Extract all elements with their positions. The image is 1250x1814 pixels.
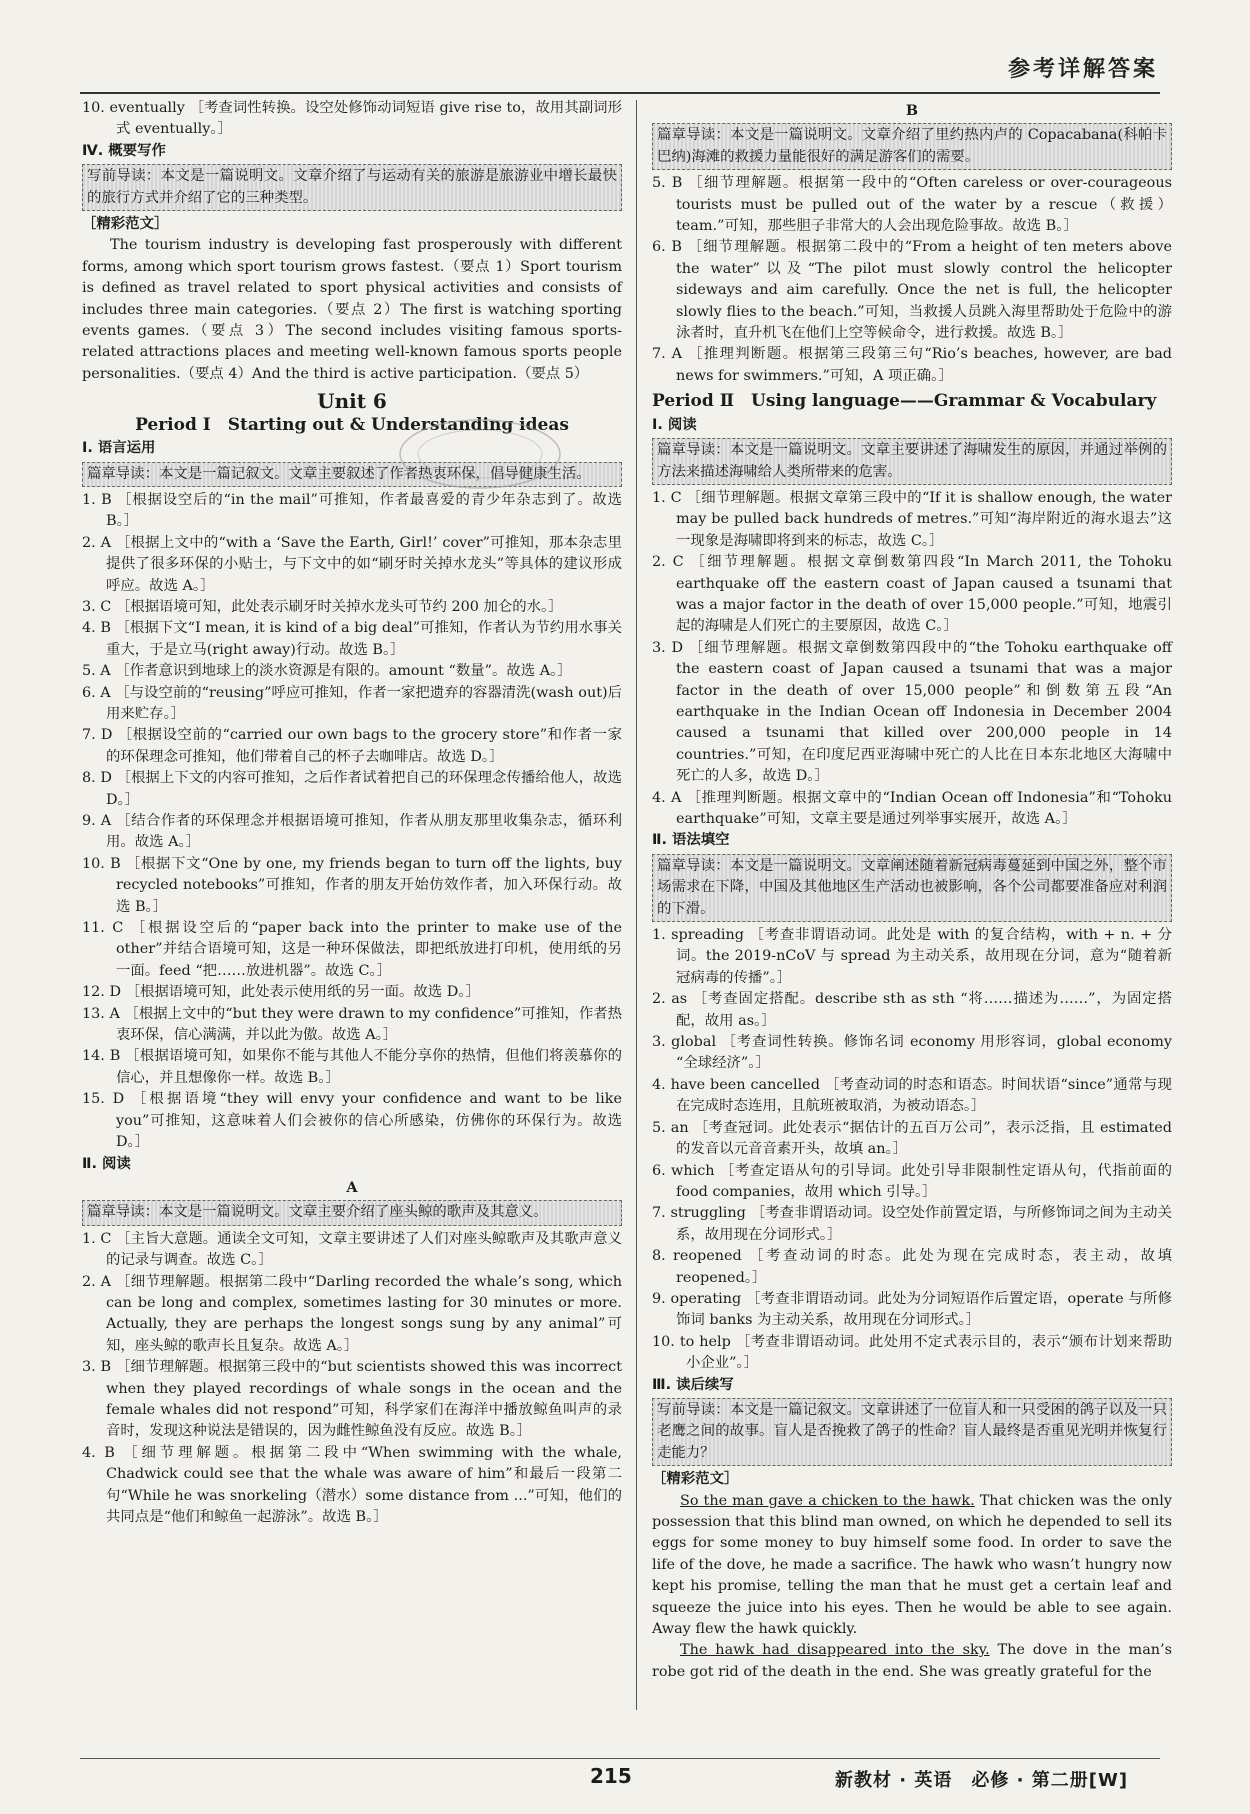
writing-guide: 写前导读：本文是一篇说明文。文章介绍了与运动有关的旅游是旅游业中增长最快的旅行方式并介绍了它的三种类型。 [82, 164, 622, 211]
answer-item: 4. have been cancelled ［考查动词的时态和语态。时间状语“since”通常与现在完成时态连用，且航班被取消，为被动语态。］ [652, 1076, 1172, 1115]
section-summary-writing: Ⅳ. 概要写作 [82, 142, 166, 159]
answer-item: 7. D ［根据设空前的“carried our own bags to the grocery store”和作者一家的环保理念可推知，他们带着自己的杯子去咖啡店。故选 D。］ [82, 727, 622, 765]
answer-item: 4. B ［根据下文“I mean, it is kind of a big deal”可推知，作者认为节约用水事关重大，于是立马(right away)行动。故选 B。］ [82, 620, 622, 658]
column-divider [636, 100, 637, 1710]
passage-guide: 篇章导读：本文是一篇说明文。文章主要介绍了座头鲸的歌声及其意义。 [82, 1200, 622, 1225]
answer-item: 1. C ［主旨大意题。通读全文可知，文章主要讲述了人们对座头鲸歌声及其歌声意义的记录与调查。故选 C。］ [82, 1230, 622, 1269]
passage-guide: 篇章导读：本文是一篇说明文。文章主要讲述了海啸发生的原因，并通过举例的方法来描述海啸给人类所带来的危害。 [652, 438, 1172, 485]
model-paragraph-2 [652, 1640, 1172, 1683]
answer-item: 13. A ［根据上文中的“but they were drawn to my confidence”可推知，作者热衷环保，信心满满，并以此为傲。故选 A。］ [82, 1005, 622, 1044]
passage-letter-a: A [346, 1178, 358, 1196]
right-column [652, 98, 1172, 1683]
header-rule [80, 92, 1160, 94]
model-paragraph-1 [652, 1491, 1172, 1641]
seal-stamp [395, 414, 565, 494]
section-reading: Ⅱ. 阅读 [82, 1155, 131, 1172]
model-essay-tag: ［精彩范文］ [652, 1471, 739, 1488]
answer-item: 2. as ［考查固定搭配。describe sth as sth “将……描述为……”，为固定搭配，故用 as。］ [652, 991, 1172, 1029]
answer-item: 3. global ［考查词性转换。修饰名词 economy 用形容词，global economy “全球经济”。］ [652, 1034, 1172, 1072]
answer-item: 6. A ［与设空前的“reusing”呼应可推知，作者一家把遗弃的容器清洗(wash out)后用来贮存。］ [82, 684, 622, 722]
book-title: 新教材 · 英语 必修 · 第二册[W] [835, 1770, 1129, 1791]
answer-item: 6. which ［考查定语从句的引导词。此处引导非限制性定语从句，代指前面的 food companies，故用 which 引导。］ [652, 1162, 1172, 1200]
section-reading: Ⅰ. 阅读 [652, 416, 697, 433]
answer-item: 8. D ［根据上下文的内容可推知，之后作者试着把自己的环保理念传播给他人，故选 D。］ [82, 770, 622, 808]
model-essay-tag: ［精彩范文］ [82, 216, 169, 233]
period-title: Period Ⅱ Using language——Grammar & Vocabulary [652, 391, 1157, 412]
header-title: 参考详解答案 [1007, 57, 1158, 82]
answer-item: 3. C ［根据语境可知，此处表示刷牙时关掉水龙头可节约 200 加仑的水。］ [82, 598, 563, 615]
page-number: 215 [590, 1764, 632, 1788]
answer-item: 14. B ［根据语境可知，如果你不能与其他人不能分享你的热情，但他们将羡慕你的信心，并且想像你一样。故选 B。］ [82, 1048, 622, 1086]
answer-item: 2. C ［细节理解题。根据文章倒数第四段“In March 2011, the Tohoku earthquake off the eastern coast of Japan caused a tsunami that was a major factor in the death of over 15,000 people.”可知，地震引起的海啸是人们死亡的主要原因，故选 C。］ [652, 554, 1172, 635]
passage-guide: 篇章导读：本文是一篇说明文。文章阐述随着新冠病毒蔓延到中国之外，整个市场需求在下降，中国及其他地区生产活动也被影响，各个公司都要准备应对利润的下滑。 [652, 854, 1172, 922]
page-footer [0, 1764, 1250, 1794]
answer-item: 12. D ［根据语境可知，此处表示使用纸的另一面。故选 D。］ [82, 984, 480, 1001]
model-essay: The tourism industry is developing fast prosperously with different forms, among which sport tourism grows fastest.（要点 1）Sport tourism is defined as travel related to sport physical activities and consists of includes three main categories.（要点 2）The first is watching sporting events games.（要点 3）The second includes visiting famous sports-related attractions places and meeting well-known famous sports people personalities.（要点 4）And the third is active participation.（要点 5） [82, 237, 622, 382]
answer-item: 1. spreading ［考查非谓语动词。此处是 with 的复合结构，with + n. + 分词。the 2019-nCoV 与 spread 为主动关系，故用现在分词，意为“随着新冠病毒的传播”。］ [652, 927, 1172, 986]
passage-letter-b: B [905, 102, 919, 119]
passage-guide: 篇章导读：本文是一篇说明文。文章介绍了里约热内卢的 Copacabana(科帕卡巴纳)海滩的救援力量能很好的满足游客们的需要。 [652, 123, 1172, 170]
reading-b-answers [652, 173, 1172, 387]
answer-list [82, 490, 622, 1154]
answer-q10: 10. eventually ［考查词性转换。设空处修饰动词短语 give rise to，故用其副词形式 eventually。］ [82, 100, 622, 138]
footer-rule [80, 1758, 1160, 1759]
answer-item: 3. D ［细节理解题。根据文章倒数第四段中的“the Tohoku earthquake off the eastern coast of Japan caused a tsunami that was a major factor in the death of over 15,000 people”和倒数第五段“An earthquake in the Indian Ocean off Indonesia in December 2004 caused a tsunami that killed over 200,000 people in 14 countries.”可知，在印度尼西亚海啸中死亡的人比在日本东北地区大海啸中死亡的人多，故选 D。］ [652, 639, 1172, 785]
period-title: Period Ⅰ Starting out & Understanding ideas [135, 414, 569, 435]
section-continuation-writing: Ⅲ. 读后续写 [652, 1376, 734, 1393]
answer-item: 5. A ［作者意识到地球上的淡水资源是有限的。amount “数量”。故选 A。］ [82, 663, 572, 680]
passage-guide: 篇章导读：本文是一篇记叙文。文章主要叙述了作者热衷环保，倡导健康生活。 [82, 462, 622, 487]
section-grammar-fill: Ⅱ. 语法填空 [652, 832, 730, 849]
paragraph-body: The dove in the man’s robe got rid of the death in the end. She was greatly grateful for the [652, 1642, 1173, 1680]
unit-title: Unit 6 [317, 389, 387, 414]
paragraph-opening-sentence: The hawk had disappeared into the sky. [680, 1642, 990, 1659]
reading-answers [652, 488, 1172, 831]
paragraph-body: That chicken was the only possession that this blind man owned, on which he depended to sell its eggs for some money to buy himself some food. In order to save the life of the dove, he made a sacrifice. The hawk who wasn’t hungry now kept his promise, telling the man that he must get a certain leaf and squeeze the juice into his eyes. Then he would be able to see again. Away flew the hawk quickly. [652, 1492, 1172, 1638]
section-language-use: Ⅰ. 语言运用 [82, 440, 156, 457]
answer-item: 2. A ［细节理解题。根据第二段中“Darling recorded the whale’s song, which can be long and complex, sometimes lasting for 30 minutes or more. Actually, they are perhaps the longest songs sung by any animal”可知，座头鲸的歌声长且复杂。故选 A。］ [82, 1273, 622, 1354]
left-column [82, 98, 622, 1528]
grammar-answers [652, 925, 1172, 1375]
answer-item: 5. B ［细节理解题。根据第一段中的“Often careless or over-courageous tourists must be pulled out of the water by a rescue（救援）team.”可知，那些胆子非常大的人会出现危险事故。故选 B。］ [652, 175, 1172, 235]
answer-item: 1. C ［细节理解题。根据文章第三段中的“If it is shallow enough, the water may be pulled back hundreds of metres.”可知“海岸附近的海水退去”这一现象是海啸即将到来的标志，故选 C。］ [652, 489, 1172, 549]
answer-item: 4. B ［细节理解题。根据第二段中“When swimming with the whale, Chadwick could see that the whale was aware of him”和最后一段第二句“While he was snorkeling（潜水）some distance from ...”可知，他们的共同点是“他们和鲸鱼一起游泳”。故选 B。］ [82, 1444, 622, 1525]
answer-item: 5. an ［考查冠词。此处表示“据估计的五百万公司”，表示泛指，且 estimated 的发音以元音音素开头，故填 an。］ [652, 1119, 1172, 1158]
answer-item: 4. A ［推理判断题。根据文章中的“Indian Ocean off Indonesia”和“Tohoku earthquake”可知，文章主要是通过列举事实展开，故选 A。］ [652, 789, 1172, 827]
answer-item: 1. B ［根据设空后的“in the mail”可推知，作者最喜爱的青少年杂志到了。故选 B。］ [82, 491, 622, 530]
reading-a-answers [82, 1229, 622, 1529]
answer-item: 6. B ［细节理解题。根据第二段中的“From a height of ten meters above the water”以及“The pilot must slowly control the helicopter sideways and aim carefully. Once the net is full, the helicopter slowly flies to the beach.”可知，当救援人员跳入海里帮助处于危险中的游泳者时，直升机飞在他们上空等候命令，进行救援。故选 B。］ [652, 239, 1172, 342]
answer-item: 3. B ［细节理解题。根据第三段中的“but scientists showed this was incorrect when they played recordings of whale songs in the ocean and the female whales did not respond”可知，科学家们在海洋中播放鲸鱼叫声的录音时，发现这种说法是错误的，因为雌性鲸鱼没有反应。故选 B。］ [82, 1359, 622, 1440]
answer-item: 8. reopened ［考查动词的时态。此处为现在完成时态，表主动，故填 reopened。］ [652, 1248, 1172, 1286]
answer-item: 15. D ［根据语境“they will envy your confidence and want to be like you”可推知，这意味着人们会被你的信心所感染，仿佛你的环保行为。故选 D。］ [82, 1091, 622, 1151]
writing-guide: 写前导读：本文是一篇记叙文。文章讲述了一位盲人和一只受困的鸽子以及一只老鹰之间的故事。盲人是否挽救了鸽子的性命？盲人最终是否重见光明并恢复行走能力？ [652, 1398, 1172, 1466]
answer-item: 2. A ［根据上文中的“with a ‘Save the Earth, Girl!’ cover”可推知，那本杂志里提供了很多环保的小贴士，与下文中的如“刷牙时关掉水龙头”等具体的建议形成呼应。故选 A。］ [82, 534, 622, 594]
answer-item: 7. A ［推理判断题。根据第三段第三句“Rio’s beaches, however, are bad news for swimmers.”可知，A 项正确。］ [652, 346, 1172, 384]
answer-item: 10. B ［根据下文“One by one, my friends began to turn off the lights, buy recycled notebooks”可推知，作者的朋友开始仿效作者，加入环保行动。故选 B。］ [82, 855, 622, 915]
answer-item: 9. A ［结合作者的环保理念并根据语境可推知，作者从朋友那里收集杂志，循环利用。故选 A。］ [82, 813, 622, 851]
answer-item: 10. to help ［考查非谓语动词。此处用不定式表示目的，表示“颁布计划来帮助小企业”。］ [652, 1333, 1172, 1372]
answer-item: 9. operating ［考查非谓语动词。此处为分词短语作后置定语，operate 与所修饰词 banks 为主动关系，故用现在分词形式。］ [652, 1290, 1172, 1329]
answer-item: 11. C ［根据设空后的“paper back into the printer to make use of the other”并结合语境可知，这是一种环保做法，即把纸放进打印机，使用纸的另一面。feed “把……放进机器”。故选 C。］ [82, 920, 622, 979]
answer-item: 7. struggling ［考查非谓语动词。设空处作前置定语，与所修饰词之间为主动关系，故用现在分词形式。］ [652, 1205, 1172, 1243]
paragraph-opening-sentence: So the man gave a chicken to the hawk. [680, 1492, 975, 1509]
